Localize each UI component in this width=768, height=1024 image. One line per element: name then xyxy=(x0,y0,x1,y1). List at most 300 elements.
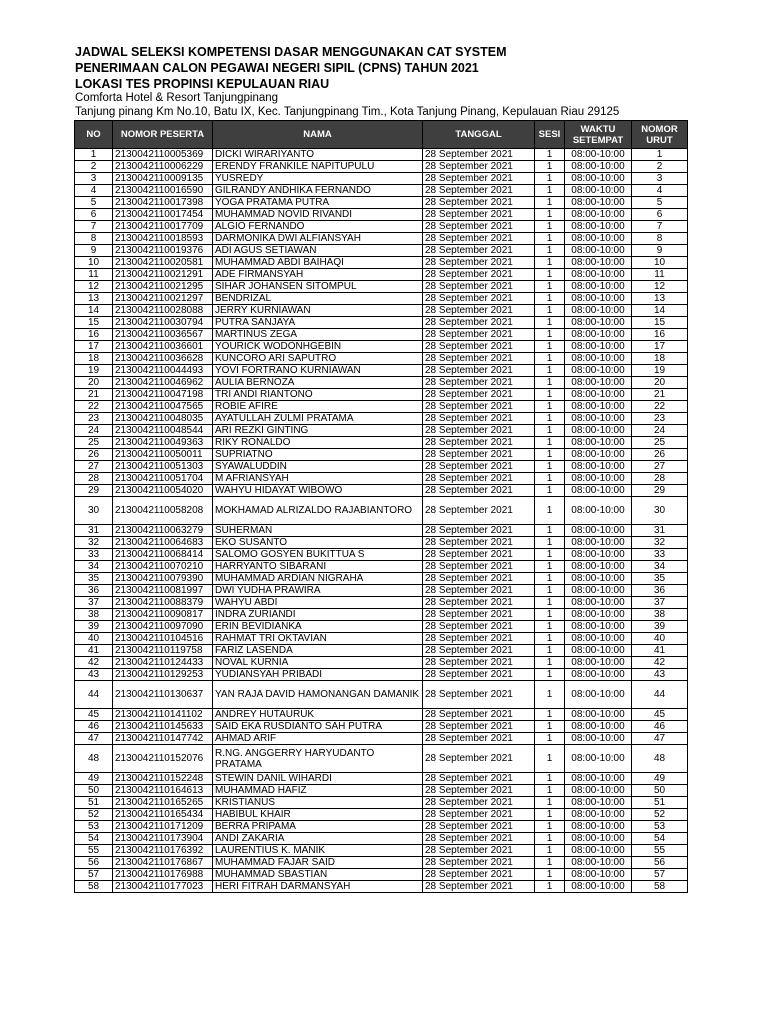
table-row xyxy=(75,353,688,365)
cell-sesi: 1 xyxy=(535,573,565,585)
cell-nomor-urut: 58 xyxy=(632,881,688,893)
cell-nomor-peserta: 2130042110068414 xyxy=(113,549,213,561)
table-row xyxy=(75,597,688,609)
cell-sesi: 1 xyxy=(535,881,565,893)
cell-sesi: 1 xyxy=(535,233,565,245)
cell-waktu: 08:00-10:00 xyxy=(565,221,632,233)
cell-tanggal: 28 September 2021 xyxy=(423,821,535,833)
cell-nomor-peserta: 2130042110036567 xyxy=(113,329,213,341)
cell-nomor-urut: 28 xyxy=(632,473,688,485)
cell-tanggal: 28 September 2021 xyxy=(423,161,535,173)
cell-waktu: 08:00-10:00 xyxy=(565,485,632,497)
cell-waktu: 08:00-10:00 xyxy=(565,473,632,485)
cell-nomor-urut: 55 xyxy=(632,845,688,857)
cell-waktu: 08:00-10:00 xyxy=(565,497,632,525)
cell-waktu: 08:00-10:00 xyxy=(565,413,632,425)
cell-nomor-peserta: 2130042110070210 xyxy=(113,561,213,573)
cell-nomor-urut: 24 xyxy=(632,425,688,437)
cell-nama: EKO SUSANTO xyxy=(213,537,423,549)
cell-waktu: 08:00-10:00 xyxy=(565,549,632,561)
cell-sesi: 1 xyxy=(535,389,565,401)
cell-no: 38 xyxy=(75,609,113,621)
cell-nomor-peserta: 2130042110176392 xyxy=(113,845,213,857)
cell-nama: MUHAMMAD HAFIZ xyxy=(213,785,423,797)
column-header-sesi: SESI xyxy=(535,121,565,149)
cell-tanggal: 28 September 2021 xyxy=(423,833,535,845)
cell-nomor-urut: 19 xyxy=(632,365,688,377)
cell-nomor-urut: 54 xyxy=(632,833,688,845)
cell-nama: BENDRIZAL xyxy=(213,293,423,305)
cell-nomor-peserta: 2130042110051303 xyxy=(113,461,213,473)
table-row xyxy=(75,221,688,233)
cell-sesi: 1 xyxy=(535,721,565,733)
cell-nomor-peserta: 2130042110165434 xyxy=(113,809,213,821)
cell-no: 5 xyxy=(75,197,113,209)
cell-waktu: 08:00-10:00 xyxy=(565,773,632,785)
cell-nomor-urut: 33 xyxy=(632,549,688,561)
cell-sesi: 1 xyxy=(535,305,565,317)
cell-tanggal: 28 September 2021 xyxy=(423,585,535,597)
cell-tanggal: 28 September 2021 xyxy=(423,721,535,733)
cell-nomor-urut: 23 xyxy=(632,413,688,425)
cell-nama: GILRANDY ANDHIKA FERNANDO xyxy=(213,185,423,197)
cell-tanggal: 28 September 2021 xyxy=(423,473,535,485)
cell-nomor-urut: 7 xyxy=(632,221,688,233)
cell-tanggal: 28 September 2021 xyxy=(423,549,535,561)
cell-nomor-urut: 46 xyxy=(632,721,688,733)
cell-nomor-urut: 1 xyxy=(632,149,688,161)
column-header-nama: NAMA xyxy=(213,121,423,149)
table-row xyxy=(75,857,688,869)
cell-no: 17 xyxy=(75,341,113,353)
cell-tanggal: 28 September 2021 xyxy=(423,561,535,573)
cell-sesi: 1 xyxy=(535,681,565,709)
cell-tanggal: 28 September 2021 xyxy=(423,773,535,785)
cell-nama: MUHAMMAD ARDIAN NIGRAHA xyxy=(213,573,423,585)
table-row xyxy=(75,413,688,425)
cell-sesi: 1 xyxy=(535,537,565,549)
table-row xyxy=(75,161,688,173)
table-row xyxy=(75,525,688,537)
table-row xyxy=(75,197,688,209)
cell-nomor-urut: 47 xyxy=(632,733,688,745)
cell-waktu: 08:00-10:00 xyxy=(565,709,632,721)
cell-nama: MOKHAMAD ALRIZALDO RAJABIANTORO xyxy=(213,497,423,525)
cell-waktu: 08:00-10:00 xyxy=(565,821,632,833)
cell-sesi: 1 xyxy=(535,785,565,797)
cell-waktu: 08:00-10:00 xyxy=(565,645,632,657)
cell-no: 35 xyxy=(75,573,113,585)
cell-nomor-peserta: 2130042110048035 xyxy=(113,413,213,425)
cell-nomor-urut: 12 xyxy=(632,281,688,293)
cell-nomor-urut: 48 xyxy=(632,745,688,773)
cell-nomor-peserta: 2130042110176867 xyxy=(113,857,213,869)
cell-nomor-peserta: 2130042110064683 xyxy=(113,537,213,549)
cell-nomor-peserta: 2130042110050011 xyxy=(113,449,213,461)
cell-no: 4 xyxy=(75,185,113,197)
cell-sesi: 1 xyxy=(535,377,565,389)
cell-no: 30 xyxy=(75,497,113,525)
table-row xyxy=(75,869,688,881)
cell-nama: ADI AGUS SETIAWAN xyxy=(213,245,423,257)
cell-sesi: 1 xyxy=(535,221,565,233)
cell-nomor-urut: 41 xyxy=(632,645,688,657)
cell-nomor-urut: 49 xyxy=(632,773,688,785)
cell-no: 34 xyxy=(75,561,113,573)
cell-nomor-peserta: 2130042110046962 xyxy=(113,377,213,389)
cell-no: 54 xyxy=(75,833,113,845)
cell-nomor-urut: 16 xyxy=(632,329,688,341)
cell-waktu: 08:00-10:00 xyxy=(565,633,632,645)
cell-nomor-peserta: 2130042110021297 xyxy=(113,293,213,305)
cell-tanggal: 28 September 2021 xyxy=(423,401,535,413)
cell-nomor-urut: 17 xyxy=(632,341,688,353)
cell-nama: M AFRIANSYAH xyxy=(213,473,423,485)
cell-tanggal: 28 September 2021 xyxy=(423,209,535,221)
cell-no: 31 xyxy=(75,525,113,537)
cell-tanggal: 28 September 2021 xyxy=(423,845,535,857)
cell-waktu: 08:00-10:00 xyxy=(565,437,632,449)
cell-nomor-peserta: 2130042110164613 xyxy=(113,785,213,797)
cell-no: 32 xyxy=(75,537,113,549)
cell-nomor-peserta: 2130042110005369 xyxy=(113,149,213,161)
cell-nomor-urut: 26 xyxy=(632,449,688,461)
cell-nomor-peserta: 2130042110119758 xyxy=(113,645,213,657)
table-row xyxy=(75,329,688,341)
cell-sesi: 1 xyxy=(535,821,565,833)
cell-nama: AULIA BERNOZA xyxy=(213,377,423,389)
cell-nomor-peserta: 2130042110090817 xyxy=(113,609,213,621)
cell-tanggal: 28 September 2021 xyxy=(423,449,535,461)
cell-nomor-urut: 45 xyxy=(632,709,688,721)
cell-no: 11 xyxy=(75,269,113,281)
cell-nomor-peserta: 2130042110130637 xyxy=(113,681,213,709)
cell-tanggal: 28 September 2021 xyxy=(423,657,535,669)
cell-nama: BERRA PRIPAMA xyxy=(213,821,423,833)
cell-nama: MUHAMMAD FAJAR SAID xyxy=(213,857,423,869)
cell-nomor-peserta: 2130042110124433 xyxy=(113,657,213,669)
cell-tanggal: 28 September 2021 xyxy=(423,437,535,449)
cell-waktu: 08:00-10:00 xyxy=(565,269,632,281)
cell-nama: ANDREY HUTAURUK xyxy=(213,709,423,721)
cell-nomor-peserta: 2130042110058208 xyxy=(113,497,213,525)
cell-no: 53 xyxy=(75,821,113,833)
cell-nama: YUDIANSYAH PRIBADI xyxy=(213,669,423,681)
cell-no: 51 xyxy=(75,797,113,809)
cell-no: 21 xyxy=(75,389,113,401)
cell-tanggal: 28 September 2021 xyxy=(423,597,535,609)
cell-tanggal: 28 September 2021 xyxy=(423,869,535,881)
cell-waktu: 08:00-10:00 xyxy=(565,833,632,845)
cell-no: 1 xyxy=(75,149,113,161)
table-row xyxy=(75,745,688,773)
cell-no: 26 xyxy=(75,449,113,461)
cell-tanggal: 28 September 2021 xyxy=(423,633,535,645)
table-row xyxy=(75,185,688,197)
cell-sesi: 1 xyxy=(535,293,565,305)
cell-nama: SUHERMAN xyxy=(213,525,423,537)
cell-nama: DICKI WIRARIYANTO xyxy=(213,149,423,161)
cell-sesi: 1 xyxy=(535,525,565,537)
cell-nama: SAID EKA RUSDIANTO SAH PUTRA xyxy=(213,721,423,733)
cell-nama: ERENDY FRANKILE NAPITUPULU xyxy=(213,161,423,173)
cell-nomor-urut: 9 xyxy=(632,245,688,257)
cell-nama: WAHYU ABDI xyxy=(213,597,423,609)
cell-nama: AHMAD ARIF xyxy=(213,733,423,745)
cell-waktu: 08:00-10:00 xyxy=(565,377,632,389)
table-row xyxy=(75,209,688,221)
cell-sesi: 1 xyxy=(535,281,565,293)
cell-no: 44 xyxy=(75,681,113,709)
cell-waktu: 08:00-10:00 xyxy=(565,161,632,173)
cell-waktu: 08:00-10:00 xyxy=(565,449,632,461)
document-header xyxy=(75,44,695,119)
cell-tanggal: 28 September 2021 xyxy=(423,281,535,293)
cell-nomor-urut: 31 xyxy=(632,525,688,537)
cell-nomor-urut: 39 xyxy=(632,621,688,633)
cell-nomor-urut: 38 xyxy=(632,609,688,621)
cell-nomor-peserta: 2130042110177023 xyxy=(113,881,213,893)
cell-nomor-urut: 13 xyxy=(632,293,688,305)
cell-sesi: 1 xyxy=(535,797,565,809)
cell-nomor-urut: 36 xyxy=(632,585,688,597)
cell-nama: ARI REZKI GINTING xyxy=(213,425,423,437)
cell-nomor-peserta: 2130042110129253 xyxy=(113,669,213,681)
cell-no: 48 xyxy=(75,745,113,773)
cell-waktu: 08:00-10:00 xyxy=(565,197,632,209)
cell-sesi: 1 xyxy=(535,597,565,609)
table-row xyxy=(75,485,688,497)
cell-tanggal: 28 September 2021 xyxy=(423,745,535,773)
cell-no: 18 xyxy=(75,353,113,365)
cell-no: 58 xyxy=(75,881,113,893)
document-title-line-1: JADWAL SELEKSI KOMPETENSI DASAR MENGGUNAKAN CAT SYSTEM xyxy=(75,45,507,59)
cell-sesi: 1 xyxy=(535,197,565,209)
venue-address: Tanjung pinang Km No.10, Batu IX, Kec. Tanjungpinang Tim., Kota Tanjung Pinang, Kepulauan Riau 29125 xyxy=(75,105,620,118)
cell-nomor-urut: 18 xyxy=(632,353,688,365)
cell-nomor-urut: 42 xyxy=(632,657,688,669)
cell-no: 39 xyxy=(75,621,113,633)
cell-sesi: 1 xyxy=(535,669,565,681)
cell-no: 52 xyxy=(75,809,113,821)
cell-nomor-peserta: 2130042110147742 xyxy=(113,733,213,745)
cell-waktu: 08:00-10:00 xyxy=(565,257,632,269)
cell-sesi: 1 xyxy=(535,365,565,377)
cell-waktu: 08:00-10:00 xyxy=(565,721,632,733)
cell-nomor-peserta: 2130042110141102 xyxy=(113,709,213,721)
cell-no: 46 xyxy=(75,721,113,733)
cell-nomor-peserta: 2130042110097090 xyxy=(113,621,213,633)
cell-sesi: 1 xyxy=(535,609,565,621)
cell-no: 47 xyxy=(75,733,113,745)
table-row xyxy=(75,449,688,461)
cell-sesi: 1 xyxy=(535,733,565,745)
table-row xyxy=(75,785,688,797)
cell-nomor-peserta: 2130042110048544 xyxy=(113,425,213,437)
cell-waktu: 08:00-10:00 xyxy=(565,597,632,609)
cell-tanggal: 28 September 2021 xyxy=(423,365,535,377)
cell-tanggal: 28 September 2021 xyxy=(423,573,535,585)
cell-waktu: 08:00-10:00 xyxy=(565,681,632,709)
column-header-tanggal: TANGGAL xyxy=(423,121,535,149)
cell-sesi: 1 xyxy=(535,657,565,669)
cell-no: 57 xyxy=(75,869,113,881)
cell-nama: PUTRA SANJAYA xyxy=(213,317,423,329)
cell-nama: HABIBUL KHAIR xyxy=(213,809,423,821)
cell-nomor-urut: 15 xyxy=(632,317,688,329)
cell-no: 20 xyxy=(75,377,113,389)
cell-tanggal: 28 September 2021 xyxy=(423,785,535,797)
table-row xyxy=(75,257,688,269)
cell-tanggal: 28 September 2021 xyxy=(423,669,535,681)
cell-nama: ALGIO FERNANDO xyxy=(213,221,423,233)
cell-nomor-peserta: 2130042110047565 xyxy=(113,401,213,413)
cell-waktu: 08:00-10:00 xyxy=(565,561,632,573)
cell-waktu: 08:00-10:00 xyxy=(565,621,632,633)
table-row xyxy=(75,269,688,281)
table-row xyxy=(75,497,688,525)
cell-nomor-peserta: 2130042110016590 xyxy=(113,185,213,197)
cell-sesi: 1 xyxy=(535,185,565,197)
cell-waktu: 08:00-10:00 xyxy=(565,173,632,185)
cell-nama: YAN RAJA DAVID HAMONANGAN DAMANIK xyxy=(213,681,423,709)
cell-nomor-peserta: 2130042110017709 xyxy=(113,221,213,233)
cell-nama: HERI FITRAH DARMANSYAH xyxy=(213,881,423,893)
document-title-line-3: LOKASI TES PROPINSI KEPULAUAN RIAU xyxy=(75,77,330,91)
cell-nama: STEWIN DANIL WIHARDI xyxy=(213,773,423,785)
cell-waktu: 08:00-10:00 xyxy=(565,585,632,597)
table-row xyxy=(75,585,688,597)
cell-no: 29 xyxy=(75,485,113,497)
cell-nama: RIKY RONALDO xyxy=(213,437,423,449)
cell-nomor-urut: 2 xyxy=(632,161,688,173)
cell-no: 37 xyxy=(75,597,113,609)
cell-waktu: 08:00-10:00 xyxy=(565,353,632,365)
cell-sesi: 1 xyxy=(535,845,565,857)
cell-nomor-peserta: 2130042110152076 xyxy=(113,745,213,773)
cell-no: 40 xyxy=(75,633,113,645)
cell-no: 24 xyxy=(75,425,113,437)
cell-nama: DWI YUDHA PRAWIRA xyxy=(213,585,423,597)
cell-tanggal: 28 September 2021 xyxy=(423,681,535,709)
cell-tanggal: 28 September 2021 xyxy=(423,609,535,621)
cell-nama: SIHAR JOHANSEN SITOMPUL xyxy=(213,281,423,293)
cell-sesi: 1 xyxy=(535,485,565,497)
table-row xyxy=(75,773,688,785)
table-row xyxy=(75,721,688,733)
cell-nomor-urut: 34 xyxy=(632,561,688,573)
cell-waktu: 08:00-10:00 xyxy=(565,845,632,857)
cell-nomor-peserta: 2130042110145633 xyxy=(113,721,213,733)
table-row xyxy=(75,149,688,161)
cell-waktu: 08:00-10:00 xyxy=(565,425,632,437)
cell-nama: YOURICK WODONHGEBIN xyxy=(213,341,423,353)
cell-sesi: 1 xyxy=(535,329,565,341)
cell-nama: WAHYU HIDAYAT WIBOWO xyxy=(213,485,423,497)
cell-nomor-peserta: 2130042110021295 xyxy=(113,281,213,293)
table-row xyxy=(75,173,688,185)
table-row xyxy=(75,621,688,633)
cell-waktu: 08:00-10:00 xyxy=(565,365,632,377)
cell-nomor-urut: 32 xyxy=(632,537,688,549)
cell-tanggal: 28 September 2021 xyxy=(423,425,535,437)
cell-tanggal: 28 September 2021 xyxy=(423,353,535,365)
cell-nama: MARTINUS ZEGA xyxy=(213,329,423,341)
cell-no: 14 xyxy=(75,305,113,317)
cell-nomor-peserta: 2130042110171209 xyxy=(113,821,213,833)
cell-tanggal: 28 September 2021 xyxy=(423,525,535,537)
cell-tanggal: 28 September 2021 xyxy=(423,185,535,197)
cell-sesi: 1 xyxy=(535,425,565,437)
cell-nama: SUPRIATNO xyxy=(213,449,423,461)
cell-sesi: 1 xyxy=(535,857,565,869)
cell-waktu: 08:00-10:00 xyxy=(565,233,632,245)
cell-nomor-urut: 44 xyxy=(632,681,688,709)
cell-waktu: 08:00-10:00 xyxy=(565,389,632,401)
cell-sesi: 1 xyxy=(535,561,565,573)
cell-nomor-peserta: 2130042110028088 xyxy=(113,305,213,317)
cell-waktu: 08:00-10:00 xyxy=(565,797,632,809)
cell-no: 3 xyxy=(75,173,113,185)
cell-no: 49 xyxy=(75,773,113,785)
table-row xyxy=(75,845,688,857)
cell-nama: ANDI ZAKARIA xyxy=(213,833,423,845)
cell-waktu: 08:00-10:00 xyxy=(565,317,632,329)
cell-sesi: 1 xyxy=(535,869,565,881)
cell-nama: RAHMAT TRI OKTAVIAN xyxy=(213,633,423,645)
cell-sesi: 1 xyxy=(535,461,565,473)
table-row xyxy=(75,437,688,449)
cell-no: 36 xyxy=(75,585,113,597)
cell-nomor-urut: 52 xyxy=(632,809,688,821)
cell-sesi: 1 xyxy=(535,413,565,425)
cell-nama: ERIN BEVIDIANKA xyxy=(213,621,423,633)
column-header-nomor-urut: NOMOR URUT xyxy=(632,121,688,149)
cell-nomor-urut: 50 xyxy=(632,785,688,797)
cell-sesi: 1 xyxy=(535,173,565,185)
table-row xyxy=(75,377,688,389)
cell-no: 45 xyxy=(75,709,113,721)
cell-tanggal: 28 September 2021 xyxy=(423,173,535,185)
cell-sesi: 1 xyxy=(535,585,565,597)
table-row xyxy=(75,709,688,721)
cell-sesi: 1 xyxy=(535,257,565,269)
table-header-row xyxy=(75,121,688,149)
cell-no: 15 xyxy=(75,317,113,329)
cell-nomor-urut: 43 xyxy=(632,669,688,681)
cell-waktu: 08:00-10:00 xyxy=(565,733,632,745)
table-row xyxy=(75,821,688,833)
cell-no: 42 xyxy=(75,657,113,669)
table-row xyxy=(75,561,688,573)
cell-no: 23 xyxy=(75,413,113,425)
table-body xyxy=(75,149,688,893)
cell-nomor-urut: 57 xyxy=(632,869,688,881)
cell-no: 56 xyxy=(75,857,113,869)
cell-nama: MUHAMMAD ABDI BAIHAQI xyxy=(213,257,423,269)
cell-tanggal: 28 September 2021 xyxy=(423,293,535,305)
cell-no: 28 xyxy=(75,473,113,485)
cell-nomor-peserta: 2130042110081997 xyxy=(113,585,213,597)
cell-nama: TRI ANDI RIANTONO xyxy=(213,389,423,401)
cell-waktu: 08:00-10:00 xyxy=(565,669,632,681)
table-row xyxy=(75,305,688,317)
cell-nama: ROBIE AFIRE xyxy=(213,401,423,413)
cell-waktu: 08:00-10:00 xyxy=(565,857,632,869)
cell-waktu: 08:00-10:00 xyxy=(565,525,632,537)
cell-waktu: 08:00-10:00 xyxy=(565,881,632,893)
cell-waktu: 08:00-10:00 xyxy=(565,809,632,821)
